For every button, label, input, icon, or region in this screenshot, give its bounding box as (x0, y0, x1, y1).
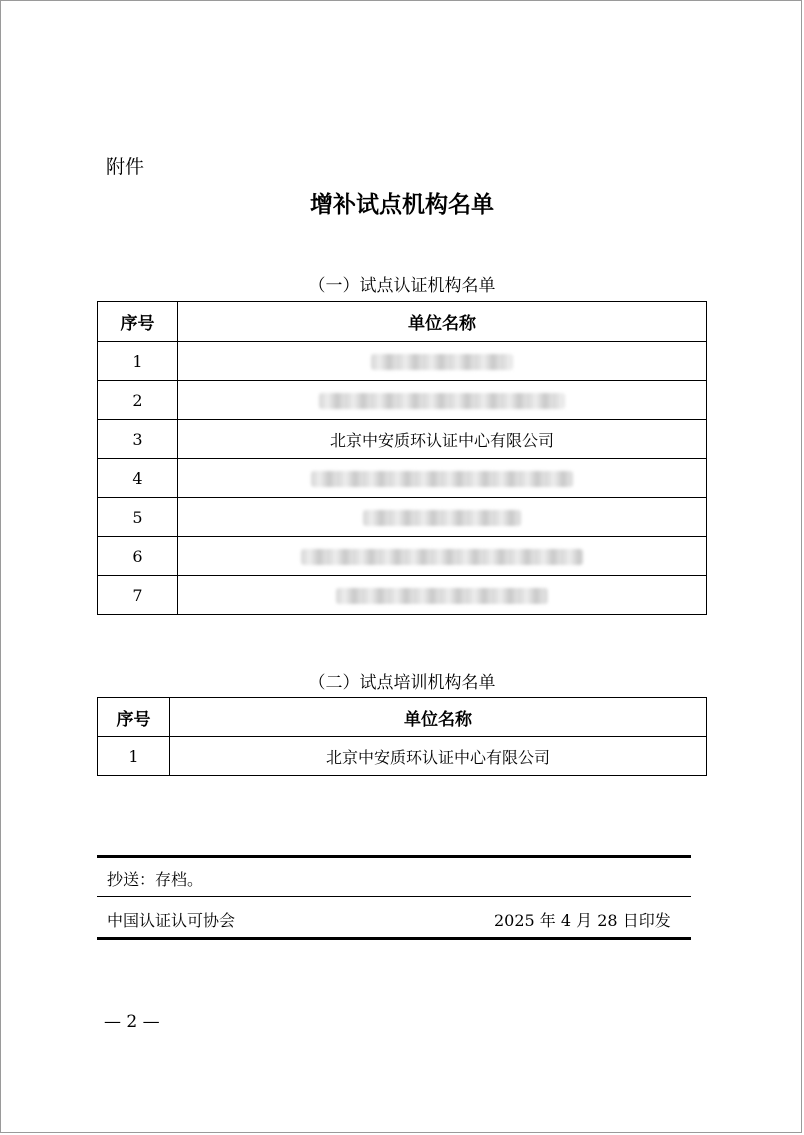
row-serial: 5 (98, 498, 178, 537)
column-header-unit-name: 单位名称 (178, 302, 707, 342)
redacted-text (319, 393, 565, 409)
table-row (98, 737, 707, 776)
row-serial: 1 (98, 342, 178, 381)
redacted-text (301, 549, 583, 565)
row-unit-name (178, 537, 707, 576)
table-row (98, 420, 707, 459)
row-serial: 6 (98, 537, 178, 576)
row-unit-name: 北京中安质环认证中心有限公司 (170, 737, 707, 776)
table-header-row (98, 698, 707, 737)
table-row (98, 537, 707, 576)
certification-bodies-table (97, 301, 707, 615)
footer-rule-middle (97, 896, 691, 897)
section1-title: （一）试点认证机构名单 (308, 276, 496, 296)
row-unit-name (178, 459, 707, 498)
row-serial: 4 (98, 459, 178, 498)
cc-line: 抄送：存档。 (107, 870, 204, 889)
row-unit-name (178, 381, 707, 420)
redacted-text (371, 354, 513, 370)
row-serial: 2 (98, 381, 178, 420)
table-row (98, 576, 707, 615)
section2-title: （二）试点培训机构名单 (308, 673, 496, 693)
row-unit-name (178, 576, 707, 615)
issue-date: 2025 年 4 月 28 日印发 (494, 911, 671, 930)
table-header-row (98, 302, 707, 342)
issuer: 中国认证认可协会 (107, 911, 236, 930)
column-header-serial: 序号 (98, 698, 170, 737)
training-bodies-table (97, 697, 707, 776)
attachment-label: 附件 (106, 156, 145, 178)
footer-rule-top (97, 855, 691, 858)
footer-rule-bottom (97, 937, 691, 940)
table-row (98, 498, 707, 537)
redacted-text (363, 510, 521, 526)
table-row (98, 381, 707, 420)
redacted-text (336, 588, 548, 604)
document-title: 增补试点机构名单 (310, 192, 494, 218)
row-serial: 3 (98, 420, 178, 459)
column-header-unit-name: 单位名称 (170, 698, 707, 737)
row-serial: 1 (98, 737, 170, 776)
row-unit-name (178, 498, 707, 537)
row-unit-name (178, 342, 707, 381)
table-row (98, 459, 707, 498)
table-row (98, 342, 707, 381)
row-unit-name: 北京中安质环认证中心有限公司 (178, 420, 707, 459)
column-header-serial: 序号 (98, 302, 178, 342)
page-number: — 2 — (104, 1012, 160, 1032)
row-serial: 7 (98, 576, 178, 615)
redacted-text (311, 471, 573, 487)
